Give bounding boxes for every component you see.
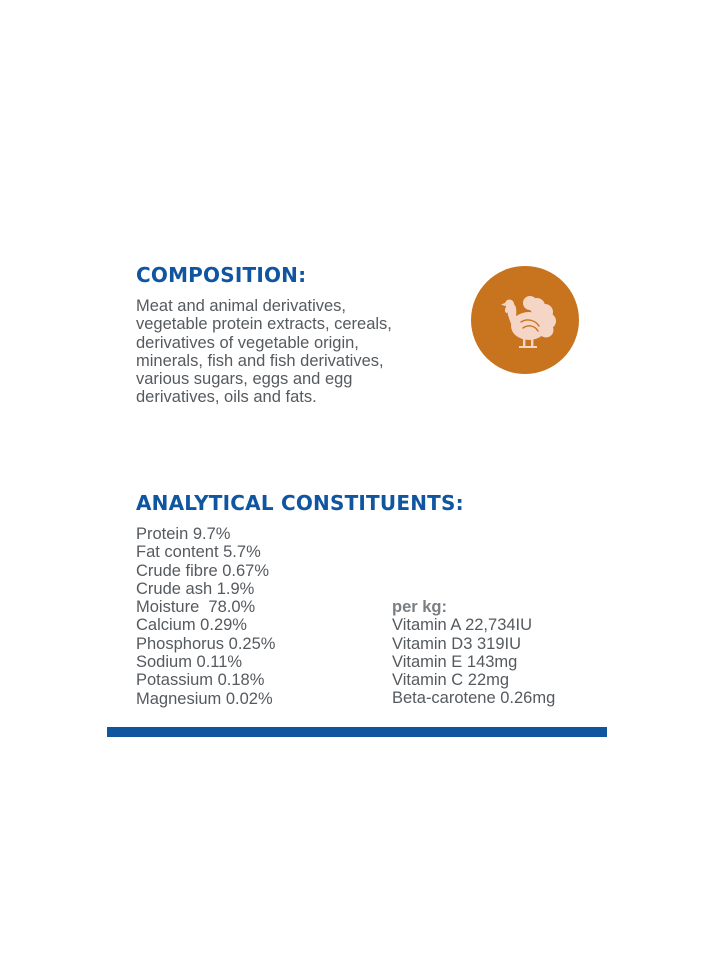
constituents-list bbox=[136, 525, 275, 708]
turkey-icon bbox=[471, 266, 579, 374]
footer-divider-bar bbox=[107, 727, 607, 737]
composition-line: derivatives of vegetable origin, bbox=[136, 333, 359, 352]
constituent-item: Crude ash 1.9% bbox=[136, 579, 255, 598]
composition-text bbox=[136, 297, 466, 407]
vitamin-item: Vitamin E 143mg bbox=[392, 652, 518, 671]
analytical-constituents-heading: ANALYTICAL CONSTITUENTS: bbox=[136, 491, 464, 515]
constituent-item: Calcium 0.29% bbox=[136, 616, 247, 635]
composition-line: vegetable protein extracts, cereals, bbox=[136, 315, 392, 334]
vitamin-item: Vitamin A 22,734IU bbox=[392, 616, 533, 635]
per-kg-label: per kg: bbox=[392, 598, 448, 616]
constituent-item: Moisture 78.0% bbox=[136, 598, 256, 617]
composition-line: minerals, fish and fish derivatives, bbox=[136, 351, 384, 370]
constituent-item: Phosphorus 0.25% bbox=[136, 634, 276, 653]
vitamin-item: Vitamin D3 319IU bbox=[392, 634, 522, 653]
constituent-item: Magnesium 0.02% bbox=[136, 689, 273, 708]
constituent-item: Protein 9.7% bbox=[136, 525, 231, 543]
constituent-item: Potassium 0.18% bbox=[136, 671, 265, 690]
composition-line: Meat and animal derivatives, bbox=[136, 297, 347, 315]
constituent-item: Crude fibre 0.67% bbox=[136, 561, 269, 580]
constituent-item: Sodium 0.11% bbox=[136, 653, 243, 672]
vitamin-item: Vitamin C 22mg bbox=[392, 671, 510, 690]
vitamin-item: Beta-carotene 0.26mg bbox=[392, 689, 556, 708]
constituent-item: Fat content 5.7% bbox=[136, 543, 261, 562]
vitamins-list bbox=[392, 598, 555, 708]
composition-line: derivatives, oils and fats. bbox=[136, 388, 317, 407]
composition-line: various sugars, eggs and egg bbox=[136, 370, 353, 389]
composition-heading: COMPOSITION: bbox=[136, 263, 307, 287]
turkey-badge bbox=[471, 266, 579, 374]
